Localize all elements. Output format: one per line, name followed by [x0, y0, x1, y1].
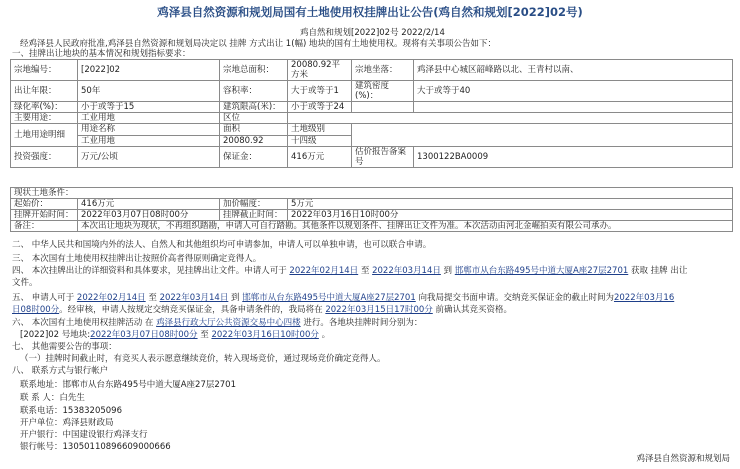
account-bank: 开户银行：中国建设银行鸡泽支行: [20, 430, 148, 440]
label-height-limit: 建筑限高(米)：: [220, 102, 288, 113]
section-6: 六、 本次国有土地使用权挂牌活动 在 鸡泽县行政大厅公共资源交易中心四楼 进行。各地块挂牌时间分别为：: [12, 318, 423, 328]
value-location: 鸡泽县中心城区韶峰路以北、王青村以南、: [414, 60, 733, 81]
value-starting-price: 416万元: [78, 199, 220, 210]
date-link: 2022年03月16: [613, 293, 675, 303]
contact-phone: 联系电话：15383205096: [20, 406, 122, 416]
value-parcel-no: [2022]02: [78, 60, 220, 81]
label-listing-start: 挂牌开始时间：: [11, 210, 78, 221]
header-land-grade: 土地级别: [288, 124, 352, 136]
header-use-name: 用途名称: [78, 124, 220, 136]
date-link: 2022年03月15日17时00分: [325, 305, 433, 315]
table-row: [11, 60, 733, 81]
section-7: 七、 其他需要公告的事项：: [12, 342, 117, 352]
value-listing-end: 2022年03月16日10时00分: [288, 210, 733, 221]
address-link: 邯郸市从台东路495号中道大厦A座27层2701: [242, 293, 416, 303]
page-title: 鸡泽县自然资源和规划局国有土地使用权挂牌出让公告(鸡自然和规划[2022]02号): [157, 5, 583, 19]
value-investment: 万元/公顷: [78, 147, 220, 168]
section-4: 四、 本次挂牌出让的详细资料和具体要求，见挂牌出让文件。申请人可于 2022年02月14日 至 2022年03月14日 到 邯郸市从台东路495号中道大厦A座27层2701 获取 挂牌 出让: [12, 266, 688, 276]
label-starting-price: 起始价：: [11, 199, 78, 210]
section-5: 五、 申请人可于 2022年02月14日 至 2022年03月14日 到 邯郸市从台东路495号中道大厦A座27层2701 向我局提交书面申请。交纳竞买保证金的截止时间为2022年03月16: [12, 293, 675, 303]
table-row: [11, 102, 733, 113]
value-land-grade: 十四级: [288, 135, 352, 147]
section-4-cont: 文件。: [12, 278, 38, 288]
header-area: 面积: [220, 124, 288, 136]
label-far: 容积率：: [220, 81, 288, 102]
value-remarks: 本次出让地块为现状，不再组织踏勘，申请人可自行踏勘。其他条件以规划条件、挂牌出让文件为准。本次活动由河北金崛拍卖有限公司承办。: [78, 221, 733, 232]
section-8: 八、 联系方式与银行帐户: [12, 366, 109, 376]
value-total-area: 20080.92平方米: [288, 60, 352, 81]
table-row: [11, 81, 733, 102]
value-deposit: 416万元: [288, 147, 352, 168]
value-density: 大于或等于40: [414, 81, 733, 102]
parcel-info-table: [10, 59, 733, 168]
label-appraisal-no: 估价报告备案号: [352, 147, 414, 168]
date-link: 2022年03月16日10时00分: [211, 330, 319, 340]
date-link: 2022年02月14日: [289, 266, 359, 276]
empty-cell: [352, 124, 733, 147]
label-location: 宗地坐落：: [352, 60, 414, 81]
date-link: 2022年02月14日: [76, 293, 146, 303]
table-row: [11, 188, 733, 199]
empty-cell: [414, 102, 733, 113]
value-height-limit: 小于或等于24: [288, 102, 352, 113]
issuer-signature: 鸡泽县自然资源和规划局: [636, 454, 730, 464]
section-1-heading: 一、挂牌出让地块的基本情况和规划指标要求：: [12, 49, 191, 59]
label-remarks: 备注：: [11, 221, 78, 232]
value-far: 大于或等于1: [288, 81, 352, 102]
section-2: 二、 中华人民共和国境内外的法人、自然人和其他组织均可申请参加，申请人可以单独申请，也可以联合申请。: [12, 240, 432, 250]
table-row: [11, 113, 733, 124]
section-3: 三、 本次国有土地使用权挂牌出让按照价高者得原则确定竞得人。: [12, 254, 262, 264]
value-listing-start: 2022年03月07日08时00分: [78, 210, 220, 221]
section-6-schedule: [2022]02 号地块:2022年03月07日08时00分 至 2022年03月16日10时00分 。: [20, 330, 331, 340]
label-parcel-no: 宗地编号：: [11, 60, 78, 81]
value-main-use: 工业用地: [78, 113, 220, 124]
date-link: 2022年03月07日08时00分: [90, 330, 198, 340]
label-total-area: 宗地总面积：: [220, 60, 288, 81]
address-link: 邯郸市从台东路495号中道大厦A座27层2701: [454, 266, 629, 276]
value-use-name: 工业用地: [78, 135, 220, 147]
label-main-use: 主要用途：: [11, 113, 78, 124]
value-zone: [288, 113, 733, 124]
label-density: 建筑密度(%)：: [352, 81, 414, 102]
date-link: 日08时00分: [12, 305, 60, 315]
document-number-date: 鸡自然和规划[2022]02号 2022/2/14: [300, 28, 445, 38]
account-number: 银行帐号：13050110896609000666: [20, 442, 171, 452]
label-use-detail: 土地用途明细: [11, 124, 78, 147]
label-investment: 投资强度：: [11, 147, 78, 168]
table-row: [11, 124, 733, 136]
table-row: [11, 221, 733, 232]
label-increment: 加价幅度：: [220, 199, 288, 210]
table-row: [11, 210, 733, 221]
contact-person: 联 系 人：白先生: [20, 393, 85, 403]
account-unit: 开户单位：鸡泽县财政局: [20, 418, 114, 428]
label-green-rate: 绿化率(%)：: [11, 102, 78, 113]
date-link: 2022年03月14日: [159, 293, 229, 303]
value-green-rate: 小于或等于15: [78, 102, 220, 113]
venue-link: 鸡泽县行政大厅公共资源交易中心四楼: [156, 318, 301, 328]
label-term: 出让年限：: [11, 81, 78, 102]
section-7-item-1: （一）挂牌时间截止时，有竞买人表示愿意继续竞价，转入现场竞价，通过现场竞价确定竞得人。: [20, 354, 386, 364]
section-5-cont: 日08时00分。经审核，申请人按规定交纳竞买保证金，具备申请条件的，我局将在 2022年03月15日17时00分 前确认其竞买资格。: [12, 305, 512, 315]
contact-address: 联系地址：邯郸市从台东路495号中道大厦A座27层2701: [20, 380, 236, 390]
intro-paragraph: 经鸡泽县人民政府批准,鸡泽县自然资源和规划局决定以 挂牌 方式出让 1(幅) 地块的国有土地使用权。现将有关事项公告如下：: [20, 39, 497, 49]
value-increment: 5万元: [288, 199, 733, 210]
auction-terms-table: [10, 187, 733, 232]
value-term: 50年: [78, 81, 220, 102]
table-row: [11, 147, 733, 168]
value-area: 20080.92: [220, 135, 288, 147]
label-listing-end: 挂牌截止时间：: [220, 210, 288, 221]
table-row: [11, 199, 733, 210]
value-appraisal-no: 1300122BA0009: [414, 147, 733, 168]
label-current-condition: 现状土地条件：: [11, 188, 733, 199]
label-deposit: 保证金：: [220, 147, 288, 168]
label-zone: 区位: [220, 113, 288, 124]
date-link: 2022年03月14日: [372, 266, 441, 276]
empty-cell: [352, 102, 414, 113]
